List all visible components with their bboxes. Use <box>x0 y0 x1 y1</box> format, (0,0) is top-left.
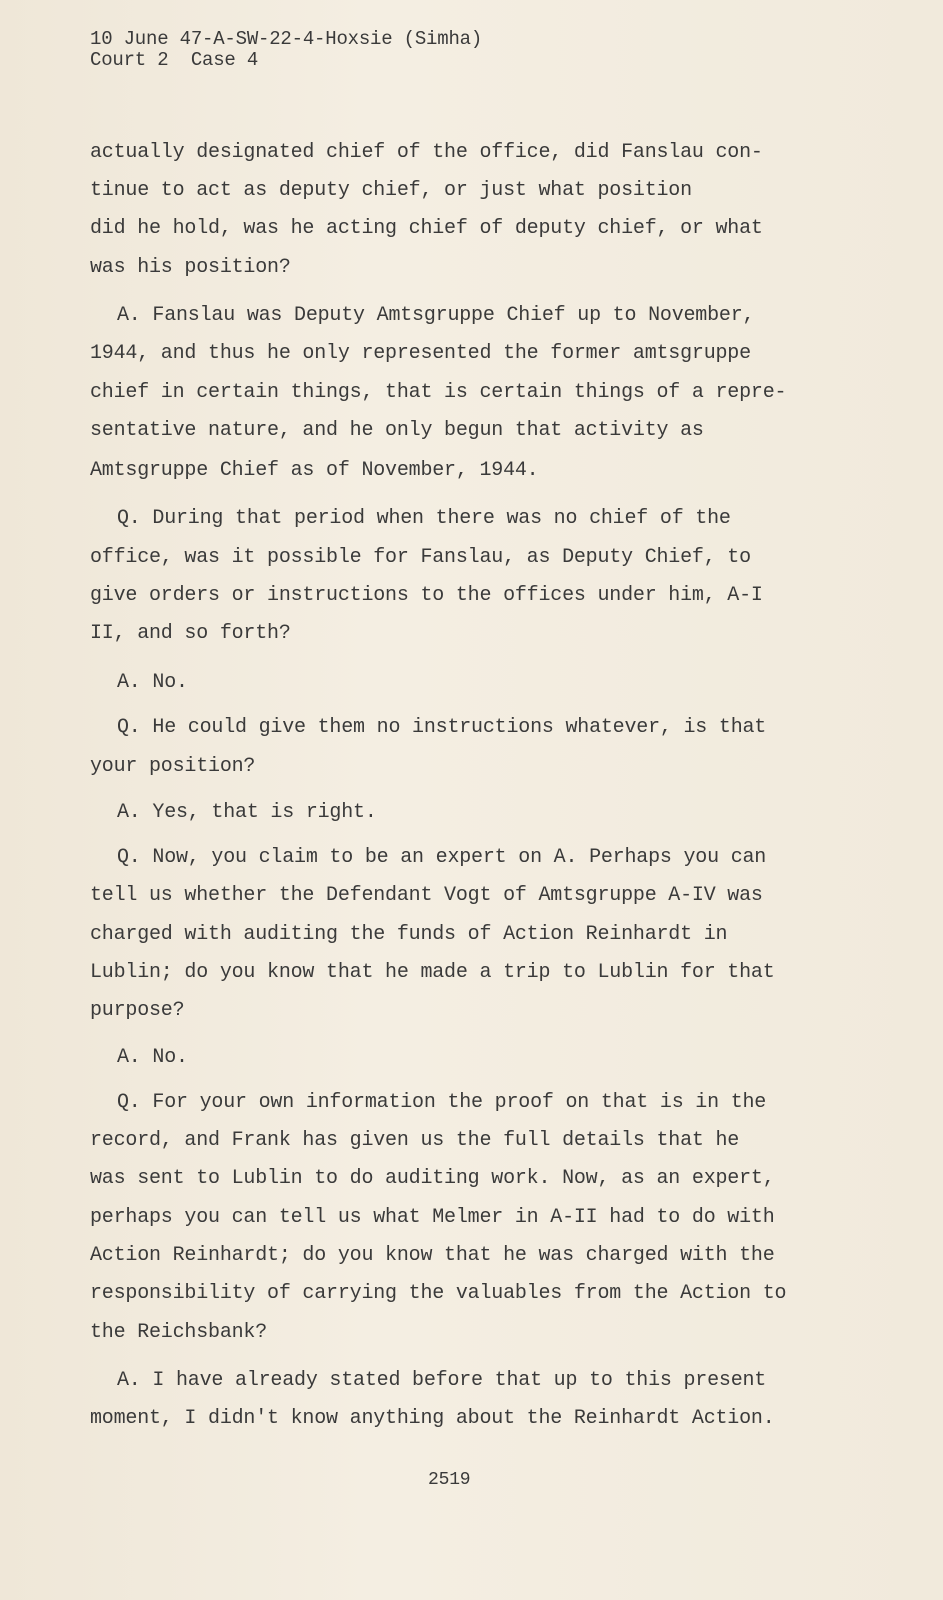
text-line: Q. Now, you claim to be an expert on A. Perhaps you can <box>117 846 767 869</box>
text-line: record, and Frank has given us the full details that he <box>90 1129 740 1152</box>
text-line: your position? <box>90 755 256 778</box>
text-line: was sent to Lublin to do auditing work. Now, as an expert, <box>90 1167 775 1190</box>
text-line: Q. During that period when there was no chief of the <box>117 507 731 530</box>
text-line: was his position? <box>90 256 291 279</box>
text-line: Amtsgruppe Chief as of November, 1944. <box>90 459 539 482</box>
text-line: moment, I didn't know anything about the Reinhardt Action. <box>90 1407 775 1430</box>
text-line: chief in certain things, that is certain things of a repre- <box>90 381 787 404</box>
header-line-1: 10 June 47-A-SW-22-4-Hoxsie (Simha) <box>90 28 483 50</box>
text-line: Lublin; do you know that he made a trip to Lublin for that <box>90 961 775 984</box>
text-line: A. No. <box>117 1046 188 1069</box>
text-line: charged with auditing the funds of Action Reinhardt in <box>90 923 728 946</box>
text-line: A. No. <box>117 671 188 694</box>
text-line: A. Yes, that is right. <box>117 801 377 824</box>
page-number: 2519 <box>428 1470 471 1490</box>
text-line: sentative nature, and he only begun that activity as <box>90 419 704 442</box>
header-line-2: Court 2 Case 4 <box>90 49 259 71</box>
text-line: A. I have already stated before that up to this present <box>117 1369 767 1392</box>
text-line: tell us whether the Defendant Vogt of Amtsgruppe A-IV was <box>90 884 763 907</box>
text-line: Q. For your own information the proof on that is in the <box>117 1091 767 1114</box>
text-line: did he hold, was he acting chief of deputy chief, or what <box>90 217 763 240</box>
text-line: Q. He could give them no instructions whatever, is that <box>117 716 767 739</box>
text-line: responsibility of carrying the valuables from the Action to <box>90 1282 787 1305</box>
text-line: A. Fanslau was Deputy Amtsgruppe Chief up to November, <box>117 304 755 327</box>
text-line: purpose? <box>90 999 185 1022</box>
text-line: the Reichsbank? <box>90 1321 268 1344</box>
text-line: tinue to act as deputy chief, or just what position <box>90 179 692 202</box>
text-line: perhaps you can tell us what Melmer in A-II had to do with <box>90 1206 775 1229</box>
text-line: II, and so forth? <box>90 622 291 645</box>
text-line: 1944, and thus he only represented the former amtsgruppe <box>90 342 751 365</box>
text-line: office, was it possible for Fanslau, as Deputy Chief, to <box>90 546 751 569</box>
text-line: actually designated chief of the office, did Fanslau con- <box>90 141 763 164</box>
text-line: give orders or instructions to the offices under him, A-I <box>90 584 763 607</box>
text-line: Action Reinhardt; do you know that he was charged with the <box>90 1244 775 1267</box>
